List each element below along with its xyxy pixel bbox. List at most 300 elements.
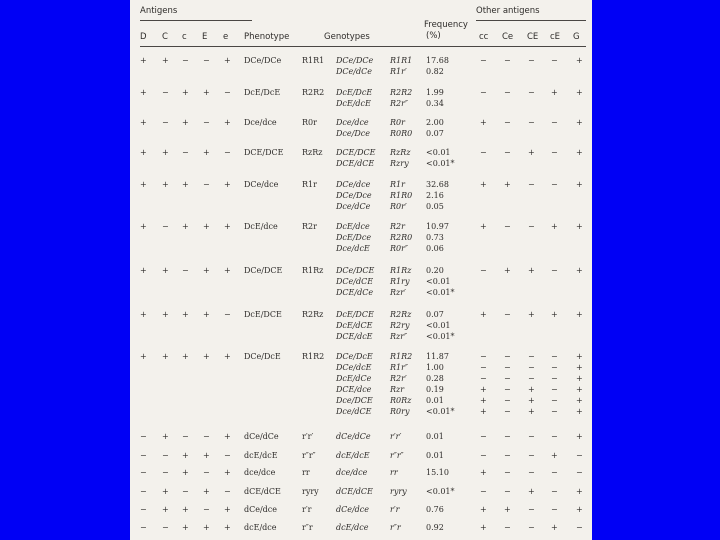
- other-antigen-sign: −: [504, 451, 511, 460]
- antigen-sign: +: [224, 56, 231, 65]
- genotype-cell: Dce/DCE: [336, 396, 373, 405]
- other-antigen-sign: +: [576, 385, 583, 394]
- antigen-sign: +: [182, 468, 189, 477]
- antigen-sign: +: [162, 148, 169, 157]
- genotype-short-cell: R1r″: [390, 363, 408, 372]
- frequency-cell: 0.07: [426, 310, 444, 319]
- other-antigen-sign: −: [480, 88, 487, 97]
- genotype-cell: Dce/dce: [336, 118, 369, 127]
- antigen-col-c: c: [182, 32, 187, 42]
- frequency-cell: <0.01: [426, 148, 451, 157]
- genotype-short-cell: R2r: [390, 222, 405, 231]
- header-rule: [140, 46, 586, 47]
- antigen-sign: +: [140, 180, 147, 189]
- phenotype-short-cell: R0r: [302, 118, 317, 127]
- genotype-cell: DCE/dcE: [336, 332, 373, 341]
- antigen-sign: +: [203, 148, 210, 157]
- phenotype-short-cell: R1R2: [302, 352, 325, 361]
- other-antigen-sign: +: [480, 222, 487, 231]
- other-antigen-sign: −: [551, 148, 558, 157]
- other-antigen-sign: −: [504, 407, 511, 416]
- phenotype-short-cell: R1r: [302, 180, 317, 189]
- frequency-cell: 0.82: [426, 67, 444, 76]
- phenotype-cell: DcE/DcE: [244, 88, 281, 97]
- genotype-short-cell: R1ry: [390, 277, 410, 286]
- genotype-short-cell: R2Rz: [390, 310, 412, 319]
- other-antigen-sign: −: [480, 374, 487, 383]
- antigen-sign: +: [203, 451, 210, 460]
- other-antigen-sign: −: [551, 363, 558, 372]
- frequency-header: Frequency: [424, 20, 468, 30]
- other-antigen-sign: +: [576, 396, 583, 405]
- other-antigen-sign: −: [528, 451, 535, 460]
- genotype-short-cell: r″r″: [390, 451, 404, 460]
- antigen-col-e: e: [223, 32, 229, 42]
- other-antigen-sign: +: [480, 385, 487, 394]
- genotypes-header: Genotypes: [324, 32, 370, 42]
- other-antigen-sign: +: [528, 487, 535, 496]
- phenotype-cell: DCe/DcE: [244, 352, 281, 361]
- genotype-short-cell: R0Rz: [390, 396, 412, 405]
- frequency-cell: 0.06: [426, 244, 444, 253]
- antigen-sign: −: [140, 523, 147, 532]
- frequency-cell: 17.68: [426, 56, 449, 65]
- other-antigen-sign: +: [576, 118, 583, 127]
- genotype-cell: DcE/dCE: [336, 321, 373, 330]
- genotype-short-cell: rr: [390, 468, 398, 477]
- phenotype-cell: DCe/DCE: [244, 266, 283, 275]
- antigen-sign: −: [182, 487, 189, 496]
- other-antigen-sign: −: [480, 352, 487, 361]
- other-antigen-sign: −: [504, 56, 511, 65]
- phenotype-short-cell: r′r′: [302, 432, 314, 441]
- other-antigen-sign: −: [551, 266, 558, 275]
- phenotype-short-cell: r″r″: [302, 451, 316, 460]
- phenotype-short-cell: ryry: [302, 487, 319, 496]
- antigen-sign: +: [203, 266, 210, 275]
- genotype-short-cell: RzRz: [390, 148, 411, 157]
- other-antigen-sign: −: [528, 468, 535, 477]
- genotype-short-cell: ryry: [390, 487, 407, 496]
- frequency-cell: 0.01: [426, 451, 444, 460]
- other-antigen-sign: +: [551, 88, 558, 97]
- other-antigen-sign: +: [480, 468, 487, 477]
- phenotype-short-cell: R1R1: [302, 56, 325, 65]
- genotype-short-cell: R1r′: [390, 67, 407, 76]
- frequency-cell: <0.01*: [426, 288, 455, 297]
- other-antigen-sign: −: [480, 451, 487, 460]
- genotype-cell: DcE/dce: [336, 222, 370, 231]
- frequency-cell: 0.05: [426, 202, 444, 211]
- other-antigen-sign: −: [504, 487, 511, 496]
- genotype-cell: DCE/dce: [336, 385, 372, 394]
- genotype-cell: DcE/dCe: [336, 374, 372, 383]
- genotype-short-cell: Rzr′: [390, 288, 406, 297]
- frequency-cell: <0.01*: [426, 332, 455, 341]
- frequency-cell: 0.92: [426, 523, 444, 532]
- antigen-sign: +: [203, 310, 210, 319]
- antigen-sign: −: [224, 148, 231, 157]
- phenotype-short-cell: RzRz: [302, 148, 323, 157]
- antigen-sign: −: [182, 148, 189, 157]
- antigens-group-header: Antigens: [140, 6, 178, 16]
- phenotype-cell: DCe/DCe: [244, 56, 282, 65]
- other-antigen-sign: +: [528, 385, 535, 394]
- phenotype-cell: dCe/dCe: [244, 432, 279, 441]
- other-antigen-sign: +: [576, 432, 583, 441]
- genotype-cell: DcE/DcE: [336, 88, 373, 97]
- genotype-short-cell: R0R0: [390, 129, 413, 138]
- other-antigen-sign: −: [480, 487, 487, 496]
- frequency-unit-header: (%): [426, 31, 441, 41]
- other-antigen-sign: −: [504, 88, 511, 97]
- antigen-sign: +: [140, 56, 147, 65]
- other-antigen-sign: −: [551, 468, 558, 477]
- antigen-sign: +: [182, 451, 189, 460]
- antigen-sign: −: [162, 88, 169, 97]
- other-antigen-sign: −: [551, 352, 558, 361]
- other-antigen-sign: +: [480, 523, 487, 532]
- other-col-cE: cE: [550, 32, 561, 42]
- frequency-cell: <0.01*: [426, 487, 455, 496]
- other-antigen-sign: +: [576, 88, 583, 97]
- other-antigen-sign: −: [551, 385, 558, 394]
- phenotype-cell: DCE/DCE: [244, 148, 284, 157]
- antigen-sign: +: [140, 266, 147, 275]
- other-antigen-sign: +: [528, 310, 535, 319]
- antigen-sign: +: [140, 222, 147, 231]
- antigen-sign: −: [162, 451, 169, 460]
- genotype-cell: DCE/dCE: [336, 159, 375, 168]
- antigen-sign: +: [140, 310, 147, 319]
- genotype-cell: DCE/DCE: [336, 148, 376, 157]
- antigen-sign: +: [224, 180, 231, 189]
- phenotype-cell: dce/dce: [244, 468, 276, 477]
- other-antigen-sign: +: [504, 505, 511, 514]
- antigen-sign: +: [224, 432, 231, 441]
- phenotype-short-cell: R1Rz: [302, 266, 324, 275]
- genotype-cell: DCe/dcE: [336, 363, 372, 372]
- other-antigen-sign: −: [551, 487, 558, 496]
- antigen-sign: +: [140, 148, 147, 157]
- genotype-short-cell: R2R0: [390, 233, 413, 242]
- antigen-col-C: C: [162, 32, 168, 42]
- antigen-sign: −: [203, 468, 210, 477]
- other-antigen-sign: −: [551, 432, 558, 441]
- frequency-cell: 2.16: [426, 191, 444, 200]
- genotype-short-cell: r′r: [390, 505, 400, 514]
- frequency-cell: 32.68: [426, 180, 449, 189]
- antigen-sign: +: [224, 266, 231, 275]
- other-antigen-sign: −: [480, 148, 487, 157]
- antigen-sign: −: [182, 266, 189, 275]
- other-antigen-sign: +: [480, 396, 487, 405]
- antigen-sign: +: [224, 468, 231, 477]
- frequency-cell: 0.76: [426, 505, 444, 514]
- other-antigen-sign: −: [551, 118, 558, 127]
- other-antigen-sign: +: [576, 56, 583, 65]
- other-antigen-sign: −: [504, 432, 511, 441]
- genotype-cell: DcE/DCE: [336, 310, 374, 319]
- other-antigen-sign: −: [504, 385, 511, 394]
- genotype-cell: dCE/dCE: [336, 487, 373, 496]
- antigen-sign: +: [224, 505, 231, 514]
- genotype-cell: DCe/Dce: [336, 191, 372, 200]
- antigen-sign: +: [182, 222, 189, 231]
- other-antigen-sign: −: [528, 505, 535, 514]
- antigen-sign: −: [162, 523, 169, 532]
- other-antigen-sign: +: [528, 407, 535, 416]
- antigen-sign: −: [140, 468, 147, 477]
- genotype-short-cell: R0r′: [390, 202, 407, 211]
- other-antigen-sign: −: [528, 118, 535, 127]
- frequency-cell: <0.01*: [426, 407, 455, 416]
- phenotype-short-cell: r″r: [302, 523, 313, 532]
- frequency-cell: 11.87: [426, 352, 449, 361]
- other-col-Ce: Ce: [502, 32, 514, 42]
- antigen-sign: −: [140, 451, 147, 460]
- other-antigen-sign: +: [528, 266, 535, 275]
- antigen-sign: +: [162, 352, 169, 361]
- other-antigen-sign: +: [480, 118, 487, 127]
- other-antigen-sign: +: [551, 451, 558, 460]
- antigen-sign: −: [182, 432, 189, 441]
- other-antigen-sign: +: [576, 266, 583, 275]
- other-antigen-sign: −: [480, 56, 487, 65]
- genotype-short-cell: Rzry: [390, 159, 409, 168]
- genotype-cell: DCe/dCE: [336, 277, 374, 286]
- antigen-sign: −: [182, 56, 189, 65]
- genotype-cell: Dce/dcE: [336, 244, 370, 253]
- other-antigen-sign: −: [576, 451, 583, 460]
- genotype-cell: DCe/dce: [336, 180, 371, 189]
- other-antigen-sign: −: [504, 352, 511, 361]
- other-antigen-sign: −: [480, 266, 487, 275]
- antigen-sign: +: [182, 310, 189, 319]
- other-antigen-sign: +: [551, 222, 558, 231]
- other-antigen-sign: +: [528, 396, 535, 405]
- genotype-short-cell: r′r′: [390, 432, 402, 441]
- frequency-cell: 0.20: [426, 266, 444, 275]
- other-col-G: G: [573, 32, 580, 42]
- antigen-sign: +: [162, 266, 169, 275]
- phenotype-short-cell: r′r: [302, 505, 312, 514]
- other-antigen-sign: +: [480, 310, 487, 319]
- frequency-cell: 0.34: [426, 99, 444, 108]
- antigen-sign: +: [162, 432, 169, 441]
- genotype-cell: DCe/DCE: [336, 266, 375, 275]
- genotype-short-cell: R1r: [390, 180, 405, 189]
- other-antigen-sign: +: [576, 222, 583, 231]
- antigen-sign: −: [140, 432, 147, 441]
- other-antigen-sign: +: [576, 487, 583, 496]
- antigen-sign: −: [224, 487, 231, 496]
- genotype-short-cell: R2R2: [390, 88, 413, 97]
- genotype-short-cell: R2ry: [390, 321, 410, 330]
- other-antigen-sign: −: [528, 432, 535, 441]
- genotype-short-cell: Rzr: [390, 385, 405, 394]
- other-antigen-sign: −: [528, 523, 535, 532]
- scanned-page: [130, 0, 592, 540]
- antigen-sign: −: [224, 310, 231, 319]
- antigen-sign: +: [162, 310, 169, 319]
- frequency-cell: 0.19: [426, 385, 444, 394]
- genotype-short-cell: R1R1: [390, 56, 413, 65]
- phenotype-short-cell: R2Rz: [302, 310, 324, 319]
- other-col-cc: cc: [479, 32, 489, 42]
- other-antigen-sign: −: [480, 432, 487, 441]
- phenotype-cell: dCE/dCE: [244, 487, 281, 496]
- other-antigen-sign: −: [551, 374, 558, 383]
- antigen-sign: +: [182, 505, 189, 514]
- other-col-CE: CE: [527, 32, 539, 42]
- antigen-sign: +: [182, 118, 189, 127]
- antigen-sign: −: [224, 451, 231, 460]
- frequency-cell: 0.01: [426, 432, 444, 441]
- frequency-cell: <0.01: [426, 277, 451, 286]
- genotype-short-cell: R1Rz: [390, 266, 412, 275]
- frequency-cell: 1.00: [426, 363, 444, 372]
- phenotype-header: Phenotype: [244, 32, 290, 42]
- frequency-cell: 2.00: [426, 118, 444, 127]
- antigen-sign: +: [162, 487, 169, 496]
- antigen-sign: +: [224, 352, 231, 361]
- other-antigens-group-header: Other antigens: [476, 6, 540, 16]
- antigen-sign: −: [224, 88, 231, 97]
- antigen-sign: +: [162, 180, 169, 189]
- other-antigen-sign: −: [551, 180, 558, 189]
- other-antigen-sign: −: [504, 374, 511, 383]
- antigen-sign: +: [182, 352, 189, 361]
- phenotype-cell: DCe/dce: [244, 180, 279, 189]
- antigen-sign: +: [203, 523, 210, 532]
- other-antigen-sign: +: [528, 148, 535, 157]
- antigen-sign: −: [140, 505, 147, 514]
- phenotype-cell: dCe/dce: [244, 505, 278, 514]
- frequency-cell: <0.01: [426, 321, 451, 330]
- other-antigen-sign: −: [528, 56, 535, 65]
- other-antigen-sign: +: [576, 407, 583, 416]
- antigen-sign: +: [224, 118, 231, 127]
- antigen-sign: −: [203, 56, 210, 65]
- antigen-sign: −: [162, 118, 169, 127]
- antigen-sign: −: [162, 222, 169, 231]
- genotype-short-cell: R1R2: [390, 352, 413, 361]
- phenotype-cell: Dce/dce: [244, 118, 277, 127]
- genotype-cell: dCe/dce: [336, 505, 370, 514]
- other-antigen-sign: −: [504, 396, 511, 405]
- frequency-cell: 0.73: [426, 233, 444, 242]
- antigens-group-rule: [140, 20, 252, 21]
- antigen-sign: +: [182, 180, 189, 189]
- other-antigen-sign: −: [551, 407, 558, 416]
- antigen-sign: +: [224, 523, 231, 532]
- antigen-sign: +: [182, 88, 189, 97]
- antigen-sign: +: [203, 88, 210, 97]
- other-antigen-sign: −: [504, 363, 511, 372]
- genotype-cell: DcE/Dce: [336, 233, 372, 242]
- other-antigen-sign: +: [504, 180, 511, 189]
- other-antigen-sign: +: [576, 180, 583, 189]
- antigen-sign: −: [203, 432, 210, 441]
- antigen-sign: +: [162, 505, 169, 514]
- phenotype-cell: dcE/dcE: [244, 451, 278, 460]
- phenotype-short-cell: R2r: [302, 222, 317, 231]
- genotype-cell: dcE/dcE: [336, 451, 370, 460]
- other-antigen-sign: +: [576, 363, 583, 372]
- other-antigen-sign: +: [576, 374, 583, 383]
- genotype-short-cell: R1R0: [390, 191, 413, 200]
- genotype-short-cell: Rzr″: [390, 332, 408, 341]
- genotype-cell: Dce/Dce: [336, 129, 370, 138]
- antigen-col-E: E: [202, 32, 208, 42]
- other-antigen-sign: −: [528, 180, 535, 189]
- other-antigen-sign: +: [576, 148, 583, 157]
- antigen-sign: +: [203, 222, 210, 231]
- other-antigen-sign: −: [551, 56, 558, 65]
- other-antigen-sign: −: [551, 505, 558, 514]
- antigen-sign: −: [162, 468, 169, 477]
- other-antigen-sign: −: [576, 468, 583, 477]
- frequency-cell: 15.10: [426, 468, 449, 477]
- frequency-cell: 0.01: [426, 396, 444, 405]
- other-antigen-sign: −: [528, 222, 535, 231]
- phenotype-short-cell: rr: [302, 468, 310, 477]
- genotype-short-cell: R0r″: [390, 244, 408, 253]
- genotype-cell: Dce/dCe: [336, 202, 371, 211]
- antigen-col-D: D: [140, 32, 147, 42]
- other-antigen-sign: −: [528, 88, 535, 97]
- other-antigen-sign: −: [576, 523, 583, 532]
- antigen-sign: +: [140, 88, 147, 97]
- phenotype-short-cell: R2R2: [302, 88, 325, 97]
- genotype-short-cell: R0r: [390, 118, 405, 127]
- genotype-short-cell: R2r″: [390, 99, 408, 108]
- other-antigen-sign: −: [480, 363, 487, 372]
- genotype-cell: dcE/dce: [336, 523, 369, 532]
- genotype-short-cell: r″r: [390, 523, 401, 532]
- antigen-sign: +: [203, 487, 210, 496]
- antigen-sign: +: [162, 56, 169, 65]
- phenotype-cell: dcE/dce: [244, 523, 277, 532]
- frequency-cell: 1.99: [426, 88, 444, 97]
- other-antigen-sign: +: [480, 180, 487, 189]
- other-antigen-sign: −: [528, 374, 535, 383]
- other-antigen-sign: −: [528, 363, 535, 372]
- other-antigen-sign: +: [576, 310, 583, 319]
- frequency-cell: <0.01*: [426, 159, 455, 168]
- genotype-cell: DCe/DCe: [336, 56, 374, 65]
- other-antigen-sign: −: [504, 118, 511, 127]
- other-antigen-sign: −: [504, 468, 511, 477]
- other-antigen-sign: −: [528, 352, 535, 361]
- phenotype-cell: DcE/DCE: [244, 310, 282, 319]
- genotype-short-cell: R2r′: [390, 374, 407, 383]
- other-antigens-group-rule: [476, 20, 586, 21]
- genotype-cell: dCe/dCe: [336, 432, 371, 441]
- other-antigen-sign: −: [504, 523, 511, 532]
- frequency-cell: 10.97: [426, 222, 449, 231]
- other-antigen-sign: +: [576, 352, 583, 361]
- other-antigen-sign: −: [504, 222, 511, 231]
- other-antigen-sign: +: [551, 310, 558, 319]
- other-antigen-sign: +: [551, 523, 558, 532]
- antigen-sign: +: [224, 222, 231, 231]
- genotype-cell: Dce/dCE: [336, 407, 372, 416]
- genotype-cell: dce/dce: [336, 468, 368, 477]
- other-antigen-sign: +: [480, 505, 487, 514]
- antigen-sign: −: [140, 487, 147, 496]
